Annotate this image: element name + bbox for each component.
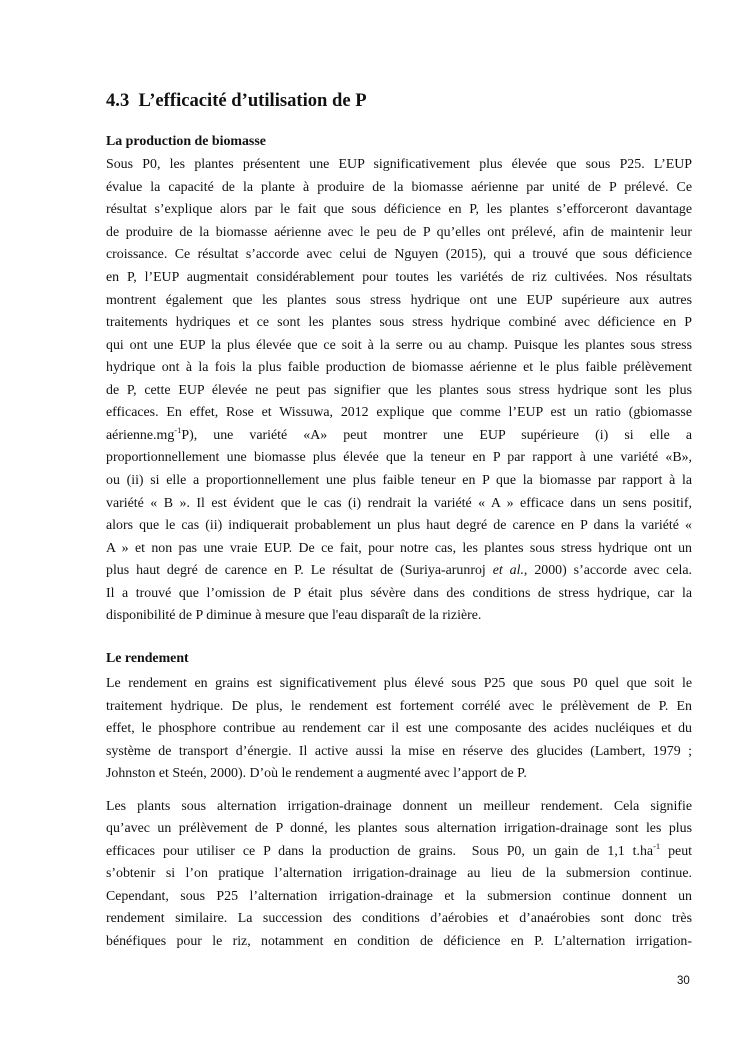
paragraph-line: A » et non pas une vraie EUP. De ce fait, pour notre cas, les plantes sous stress hydrique ont un bbox=[106, 541, 692, 556]
line-text: aérienne.mg bbox=[106, 428, 175, 443]
paragraph-line: de produire de la biomasse aérienne avec le peu de P qu’elles ont prélevé, afin de maintenir leur bbox=[106, 225, 692, 240]
paragraph-line: croissance. Ce résultat s’accorde avec celui de Nguyen (2015), qui a trouvé que sous déficience bbox=[106, 247, 692, 262]
paragraph-line: variété « B ». Il est évident que le cas (i) rendrait la variété « A » efficace dans un sens positif, bbox=[106, 496, 692, 511]
paragraph-line: évalue la capacité de la plante à produire de la biomasse aérienne par unité de P prélevé. Ce bbox=[106, 180, 692, 195]
superscript: -1 bbox=[174, 425, 182, 435]
paragraph-line: système de transport d’énergie. Il active aussi la mise en réserve des glucides (Lambert, 1979 ; bbox=[106, 744, 692, 759]
paragraph-line: ou (ii) si elle a proportionnellement une plus faible teneur en P que la biomasse par rapport à la bbox=[106, 473, 692, 488]
paragraph-line: Sous P0, les plantes présentent une EUP significativement plus élevée que sous P25. L’EUP bbox=[106, 157, 692, 172]
italic-citation: et al., bbox=[492, 563, 528, 578]
paragraph-line: qui ont une EUP la plus élevée que ce soit à la serre ou au champ. Puisque les plantes sous stress bbox=[106, 338, 692, 353]
paragraph-line bbox=[106, 426, 692, 446]
paragraph-line: traitement hydrique. De plus, le rendement est fortement corrélé avec le prélèvement de P. En bbox=[106, 699, 692, 714]
paragraph-line: Le rendement en grains est significativement plus élevé sous P25 que sous P0 quel que soit le bbox=[106, 676, 692, 691]
paragraph-line: Les plants sous alternation irrigation-drainage donnent un meilleur rendement. Cela signifie bbox=[106, 799, 692, 814]
paragraph-line: traitements hydriques et ce sont les plantes sous stress hydrique combiné avec déficience en P bbox=[106, 315, 692, 330]
paragraph-line: Cependant, sous P25 l’alternation irrigation-drainage et la submersion continue donnent un bbox=[106, 889, 692, 904]
line-text: plus haut degré de carence en P. Le résultat de (Suriya-arunroj bbox=[106, 563, 493, 578]
paragraph-line bbox=[106, 842, 692, 862]
paragraph-line bbox=[106, 561, 692, 581]
paragraph-line: efficaces. En effet, Rose et Wissuwa, 2012 explique que comme l’EUP est un ratio (gbiomasse bbox=[106, 405, 692, 420]
section-number: 4.3 bbox=[106, 90, 130, 111]
paragraph-line: qu’avec un prélèvement de P donné, les plantes sous alternation irrigation-drainage sont les plus bbox=[106, 821, 692, 836]
paragraph-line: Johnston et Steén, 2000). D’où le rendement a augmenté avec l’apport de P. bbox=[106, 766, 527, 781]
line-text: peut bbox=[660, 844, 693, 859]
paragraph-line: montrent également que les plantes sous stress hydrique ont une EUP supérieure aux autres bbox=[106, 293, 692, 308]
paragraph-line: résultat s’explique alors par le fait que sous déficience en P, les plantes s’efforceront davantage bbox=[106, 202, 692, 217]
subheading-biomasse: La production de biomasse bbox=[106, 134, 266, 149]
paragraph-line: Il a trouvé que l’omission de P était plus sévère dans des conditions de stress hydrique, car la bbox=[106, 586, 692, 601]
line-text: P), une variété «A» peut montrer une EUP supérieure (i) si elle a bbox=[181, 428, 692, 443]
paragraph-line: disponibilité de P diminue à mesure que l'eau disparaît de la rizière. bbox=[106, 608, 482, 623]
page-number: 30 bbox=[677, 975, 690, 987]
superscript: -1 bbox=[653, 841, 661, 851]
line-text: efficaces pour utiliser ce P dans la production de grains. Sous P0, un gain de 1,1 t.ha bbox=[106, 844, 654, 859]
paragraph-line: de P, cette EUP élevée ne peut pas signifier que les plantes sous stress hydrique sont les plus bbox=[106, 383, 692, 398]
paragraph-line: s’obtenir si l’on pratique l’alternation irrigation-drainage au lieu de la submersion continue. bbox=[106, 866, 692, 881]
section-title bbox=[106, 90, 367, 112]
paragraph-line: proportionnellement une biomasse plus élevée que la teneur en P par rapport à une variété «B», bbox=[106, 450, 692, 465]
paragraph-line: alors que le cas (ii) indiquerait probablement un plus haut degré de carence en P dans la variété « bbox=[106, 518, 692, 533]
paragraph-line: hydrique ont à la fois la plus faible production de biomasse aérienne et le plus faible prélèvement bbox=[106, 360, 692, 375]
section-title-text: L’efficacité d’utilisation de P bbox=[138, 90, 367, 111]
paragraph-line: effet, le phosphore contribue au rendement car il est une composante des acides nucléiques et du bbox=[106, 721, 692, 736]
line-text: 2000) s’accorde avec cela. bbox=[527, 563, 693, 578]
paragraph-line: bénéfiques pour le riz, notamment en condition de déficience en P. L’alternation irrigation- bbox=[106, 934, 692, 949]
subheading-rendement: Le rendement bbox=[106, 651, 189, 666]
paragraph-line: en P, l’EUP augmentait considérablement pour toutes les variétés de riz cultivées. Nos résultats bbox=[106, 270, 692, 285]
paragraph-line: rendement similaire. La succession des conditions d’aérobies et d’anaérobies sont donc très bbox=[106, 911, 692, 926]
